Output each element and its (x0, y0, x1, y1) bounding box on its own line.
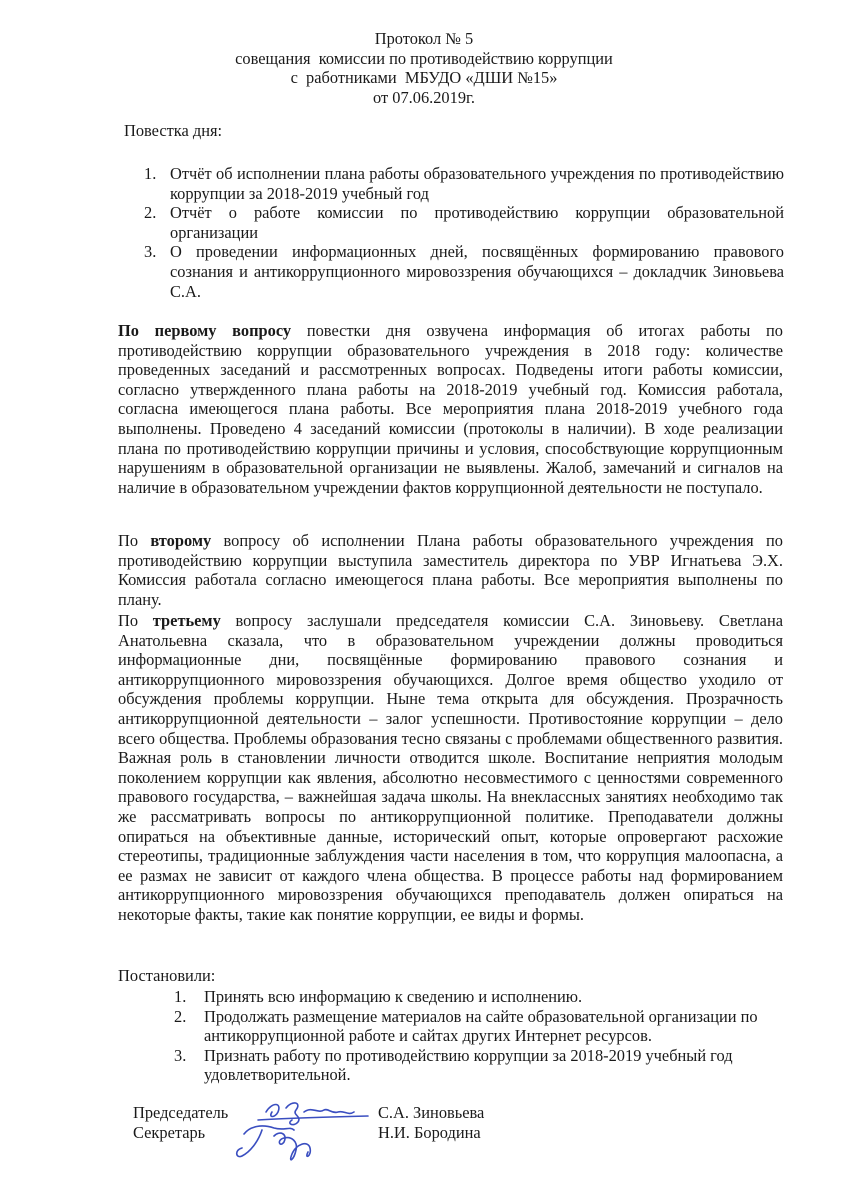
paragraph-first-question (118, 321, 783, 497)
secretary-role: Секретарь (133, 1123, 206, 1142)
meeting-subtitle: совещания комиссии по противодействию коррупции (235, 48, 613, 68)
chair-role: Председатель (133, 1103, 229, 1122)
resolved-item (174, 1007, 786, 1046)
paragraph-text: вопросу заслушали председателя комиссии С.А. Зиновьеву. Светлана Анатольевна сказала, что в образовательном учреждении должны проводиться информационные дни, посвящённые формированию правового сознания и антикоррупционного мировоззрения обучающихся. Долгое время общество уходило от обсуждения проблемы коррупции. Ныне тема открыта для обсуждения. Прозрачность антикоррупционной деятельности – залог успешности. Противостояние коррупции – дело всего общества. Проблемы образования тесно связаны с проблемами общественного развития. Важная роль в становлении личности отводится школе. Воспитание неприятия молодым поколением коррупции как явления, абсолютно несовместимого с ценностями современного правового государства, – важнейшая задача школы. На внеклассных занятиях необходимо так же рассматривать вопросы по антикоррупционной политике. Преподаватели должны опираться на объективные данные, исторический опыт, которые опровергают расхожие стереотипы, традиционные заблуждения части населения в том, что коррупция малоопасна, а ее размах не зависит от каждого члена общества. В процессе работы над формированием антикоррупционного мировоззрения обучающихся преподаватель должен опираться на некоторые факты, такие как понятие коррупции, ее виды и формы. (118, 611, 783, 924)
paragraph-lead: второму (150, 531, 212, 550)
secretary-name: Н.И. Бородина (378, 1123, 481, 1142)
participants-line: с работниками МБУДО «ДШИ №15» (290, 68, 558, 88)
chair-signature-stroke (266, 1103, 354, 1125)
resolved-item-number: 1. (174, 987, 187, 1006)
agenda-title: Повестка дня: (124, 121, 223, 140)
agenda-list (144, 164, 784, 301)
resolved-title: Постановили: (118, 966, 216, 985)
resolved-item-text: Продолжать размещение материалов на сайте образовательной организации по антикоррупционной работе и сайтах других Интернет ресурсов. (204, 1006, 758, 1046)
protocol-title: Протокол № 5 (374, 29, 474, 48)
resolved-list (174, 987, 786, 1085)
handwritten-signatures (228, 1090, 378, 1170)
paragraph-prefix: По (118, 531, 151, 550)
agenda-item-text: О проведении информационных дней, посвящённых формированию правового сознания и антикоррупционного мировоззрения обучающихся – докладчик Зиновьева С.А. (170, 242, 784, 301)
agenda-item-text: Отчёт о работе комиссии по противодействию коррупции образовательной организации (170, 203, 784, 242)
agenda-item-number: 2. (144, 203, 157, 223)
agenda-item-number: 3. (144, 242, 157, 262)
paragraph-third-question (118, 611, 783, 925)
document-header (0, 29, 848, 107)
paragraph-second-question (118, 531, 783, 609)
agenda-item (144, 203, 784, 242)
paragraph-lead: По первому вопросу (118, 321, 292, 340)
chair-name: С.А. Зиновьева (378, 1103, 485, 1122)
secretary-signature-stroke (237, 1126, 311, 1160)
agenda-item (144, 242, 784, 301)
paragraph-text: повестки дня озвучена информация об итогах работы по противодействию коррупции образовательного учреждения в 2018 году: количестве проведенных заседаний и рассмотренных вопросах. Подведены итоги работы комиссии, согласно утвержденного плана работы на 2018-2019 учебный год. Комиссия работала, согласна имеющегося плана работы. Все мероприятия плана 2018-2019 учебного года выполнены. Проведено 4 заседаний комиссии (протоколы в наличии). В ходе реализации плана по противодействию коррупции причины и условия, способствующие коррупционным нарушениям в образовательной организации не выявлены. Жалоб, замечаний и сигналов на наличие в образовательном учреждении фактов коррупционной деятельности не поступало. (118, 321, 783, 497)
resolved-item (174, 1046, 786, 1085)
resolved-item-number: 3. (174, 1045, 187, 1065)
resolved-item (174, 987, 786, 1007)
agenda-item-number: 1. (144, 164, 157, 183)
paragraph-lead: третьему (152, 611, 221, 630)
agenda-item-text: Отчёт об исполнении плана работы образовательного учреждения по противодействию коррупции за 2018-2019 учебный год (170, 164, 784, 203)
agenda-item (144, 164, 784, 203)
resolved-item-number: 2. (174, 1006, 187, 1026)
resolved-item-text: Признать работу по противодействию коррупции за 2018-2019 учебный год удовлетворительной. (204, 1045, 733, 1085)
paragraph-text: вопросу об исполнении Плана работы образовательного учреждения по противодействию коррупции выступила заместитель директора по УВР Игнатьева Э.Х. Комиссия работала согласно имеющегося плана работы. Все мероприятия выполнены по плану. (118, 531, 783, 609)
resolved-item-text: Принять всю информацию к сведению и исполнению. (204, 987, 583, 1006)
protocol-date: от 07.06.2019г. (373, 87, 475, 107)
paragraph-prefix: По (118, 611, 153, 630)
